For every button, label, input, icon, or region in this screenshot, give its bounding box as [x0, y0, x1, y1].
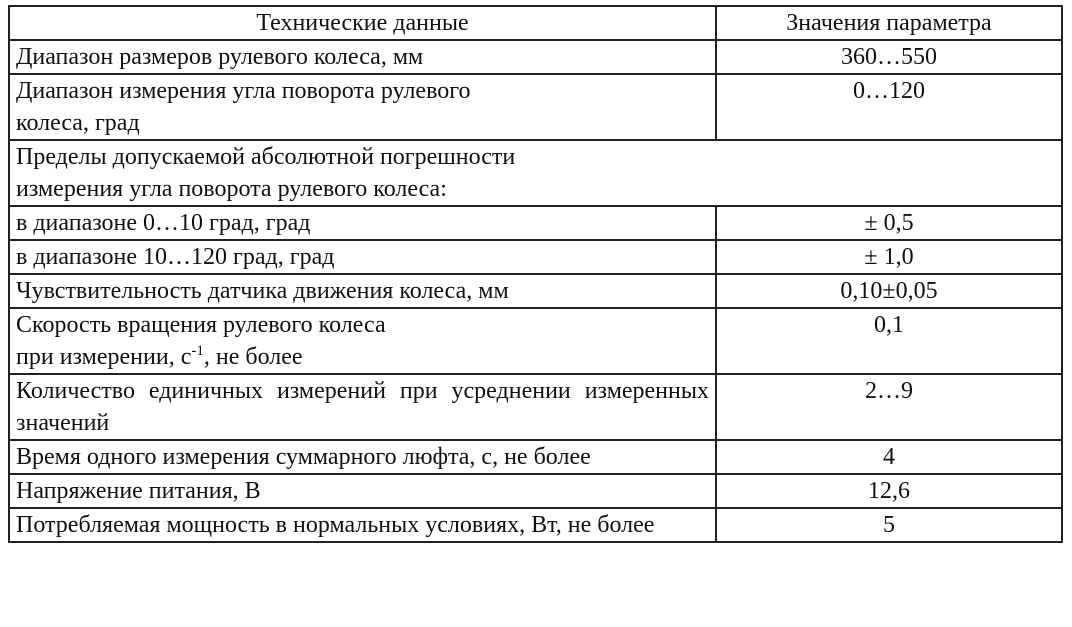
param-cell: в диапазоне 0…10 град, град [9, 206, 716, 240]
header-parameter: Технические данные [9, 6, 716, 40]
param-line: измерения угла поворота рулевого колеса: [16, 176, 447, 202]
param-line: Диапазон измерения угла поворота рулевого [16, 78, 471, 104]
value-cell: ± 0,5 [716, 206, 1062, 240]
value-cell: 0…120 [716, 74, 1062, 140]
param-cell: Напряжение питания, В [9, 474, 716, 508]
table-row [9, 74, 1062, 140]
table-row [9, 374, 1062, 440]
param-line-post: , не более [203, 344, 303, 370]
param-cell [9, 74, 716, 140]
param-cell [9, 308, 716, 374]
value-cell: 5 [716, 508, 1062, 542]
header-value: Значения параметра [716, 6, 1062, 40]
table-row [9, 206, 1062, 240]
param-cell: Диапазон размеров рулевого колеса, мм [9, 40, 716, 74]
param-cell: Время одного измерения суммарного люфта, с, не более [9, 440, 716, 474]
table-header-row [9, 6, 1062, 40]
unit-exponent: -1 [191, 343, 204, 359]
table-row [9, 508, 1062, 542]
table-row [9, 274, 1062, 308]
value-cell: 0,10±0,05 [716, 274, 1062, 308]
param-cell: Количество единичных измерений при усреднении измеренных значений [9, 374, 716, 440]
table-row [9, 40, 1062, 74]
value-cell: 360…550 [716, 40, 1062, 74]
value-cell: 2…9 [716, 374, 1062, 440]
param-line-pre: при измерении, с [16, 344, 192, 370]
table-row [9, 474, 1062, 508]
param-cell: Чувствительность датчика движения колеса, мм [9, 274, 716, 308]
table-row [9, 308, 1062, 374]
table-row [9, 240, 1062, 274]
param-line: Скорость вращения рулевого колеса [16, 312, 386, 338]
value-cell: ± 1,0 [716, 240, 1062, 274]
param-cell: Потребляемая мощность в нормальных условиях, Вт, не более [9, 508, 716, 542]
param-line: Пределы допускаемой абсолютной погрешности [16, 144, 516, 170]
table-row [9, 440, 1062, 474]
group-heading-cell [9, 140, 1062, 206]
param-line: колеса, град [16, 110, 140, 136]
param-cell: в диапазоне 10…120 град, град [9, 240, 716, 274]
specifications-table [8, 5, 1063, 543]
table-group-row [9, 140, 1062, 206]
value-cell: 0,1 [716, 308, 1062, 374]
value-cell: 4 [716, 440, 1062, 474]
value-cell: 12,6 [716, 474, 1062, 508]
